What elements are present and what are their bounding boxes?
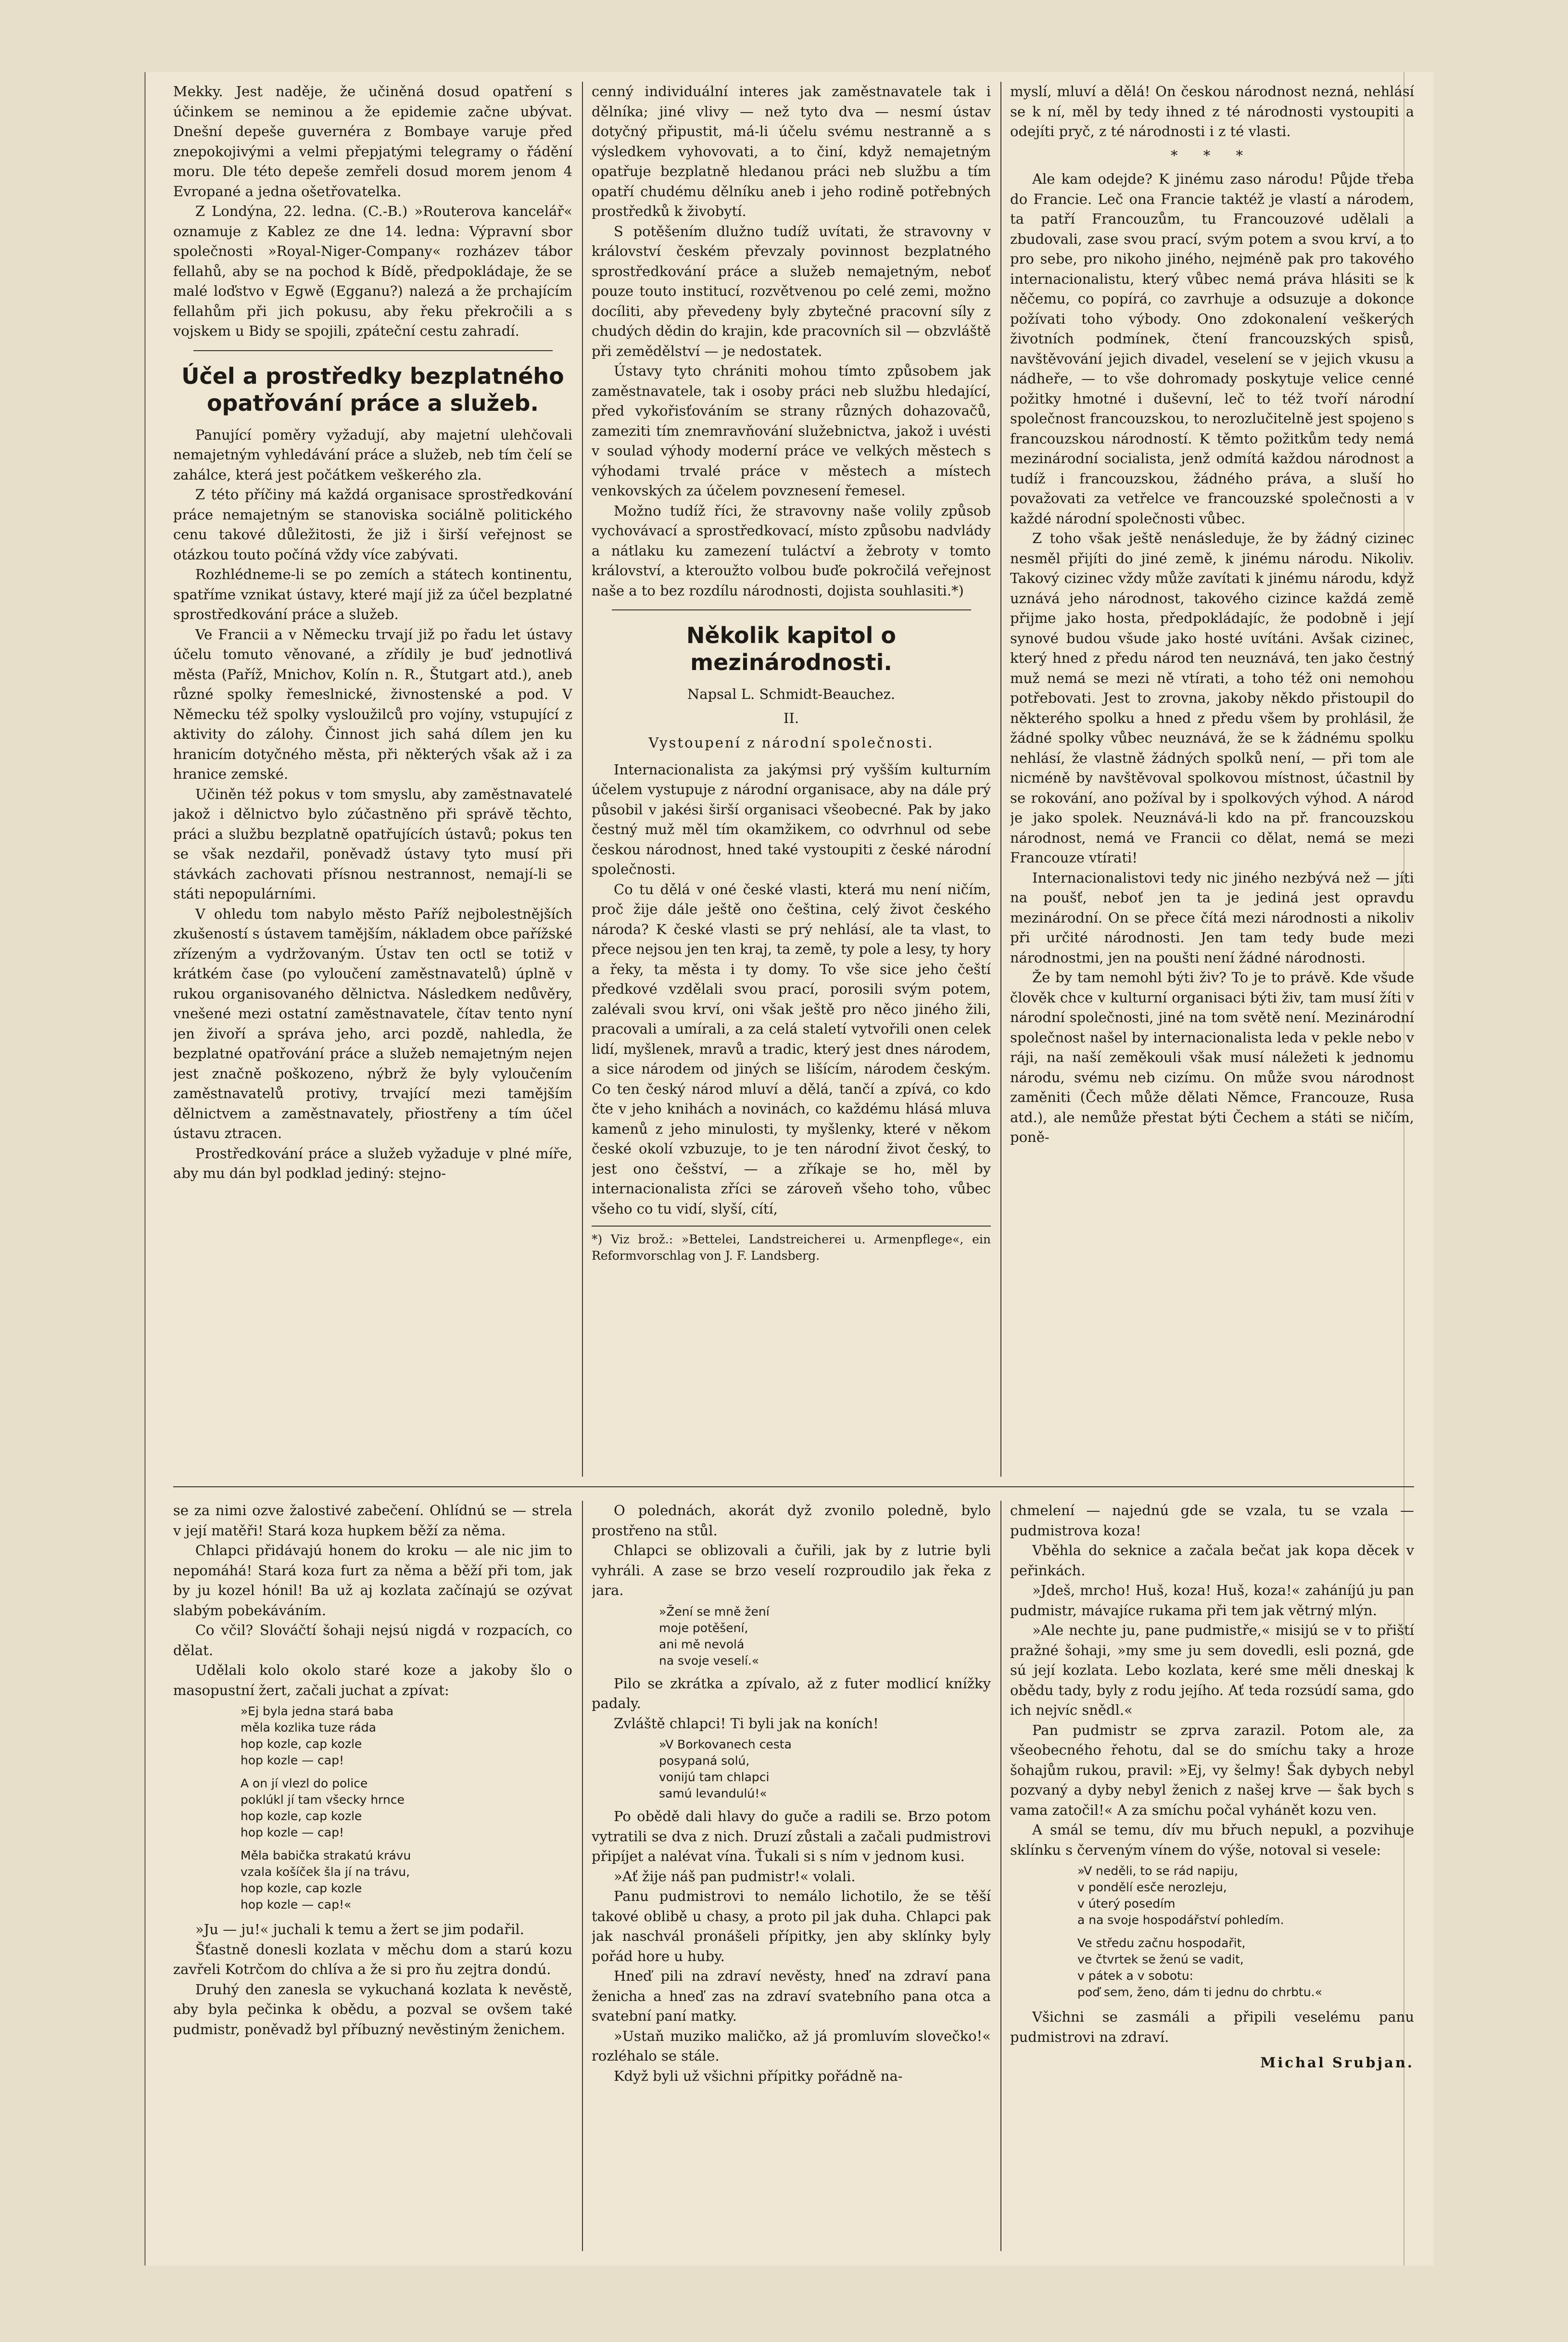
story-paragraph: »Ustaň muziko maličko, až já promluvím slovečko!« rozléhalo se stále. bbox=[592, 2027, 991, 2064]
story-paragraph: Co včil? Slováčtí šohaji nejsú nigdá v rozpacích, co dělat. bbox=[173, 1622, 572, 1658]
verse-line: hop kozle — cap!« bbox=[240, 1898, 352, 1912]
upper-column-1 bbox=[173, 82, 572, 1477]
column-rule-2 bbox=[1000, 82, 1001, 1477]
article-paragraph: Internacionalistovi tedy nic jiného nezbývá než — jíti na poušť, neboť jen ta je jediná jest opravdu mezinárodní. On se přece čítá mezi národnosti a nikoliv při určité národnosti. Jen tam tedy bude mezi národnostmi, jen na poušti není žádné národnosti. bbox=[1010, 869, 1414, 966]
story-paragraph: O polednách, akorát dyž zvonilo poledně, bylo prostřeno na stůl. bbox=[592, 1502, 991, 1539]
story-paragraph: Pan pudmistr se zprva zarazil. Potom ale, za všeobecného řehotu, dal se do smíchu taky a hroze šohajům rukou, pravil: »Ej, vy šelmy! Šak dybych nebyl pozvaný a dyby nebyl ženich z našej krve — šak bych s vama zatočil!« A za smíchu počal vyhánět kozu ven. bbox=[1010, 1722, 1414, 1818]
page-edge-rule bbox=[144, 72, 146, 2266]
column-rule-3 bbox=[582, 1501, 583, 2251]
article-paragraph: Internacionalista za jakýmsi prý vyšším kulturním účelem vystupuje z národní organisace, aby na dále prý působil v jakési širší organisaci všeobecné. Pak by jako čestný muž měl tím okamžikem, co odvrhnul od sebe českou národnost, hned také vystoupiti z české národní společnosti. bbox=[592, 761, 991, 877]
story-paragraph: chmelení — najednú gde se vzala, tu se vzala — pudmistrova koza! bbox=[1010, 1502, 1414, 1539]
article-paragraph: Rozhlédneme-li se po zemích a státech kontinentu, spatříme vznikat ústavy, které mají již za účel bezplatné sprostředkování práce a služeb. bbox=[173, 566, 572, 622]
article-paragraph: Panující poměry vyžadují, aby majetní ulehčovali nemajetným vyhledávání práce a služeb, neb tím čelí se zahálce, která jest počátkem veškerého zla. bbox=[173, 426, 572, 483]
story-paragraph: Po obědě dali hlavy do guče a radili se. Brzo potom vytratili se dva z nich. Druzí zůstali a začali pudmistrovi připíjet a nalévat vína. Ťukali si s ním v jednom kusi. bbox=[592, 1808, 991, 1864]
article-paragraph: Co tu dělá v oné české vlasti, která mu není ničím, proč žije dále ještě ono čeština, celý život českého národa? K české vlasti se prý nehlásí, ale ta vlast, to přece nejsou jen ten kraj, ta země, ty pole a lesy, ty hory a řeky, ta města i ty domy. To vše sice jeho čeští předkové vzdělali svou prací, porosili svým potem, zalévali svou krví, oni však ještě pro něco jiného žili, pracovali a umírali, a za celá staletí vytvořili onen celek lidí, myšlenek, mravů a tradic, který jest dnes národem, a sice národem od jiných se lišícím, národem českým. Co ten český národ mluví a dělá, tančí a zpívá, co kdo čte v jeho knihách a novinách, co každému hlásá mluva kamenů z jeho minulosti, ty myšlenky, které v někom české okolí vzbuzuje, to je ten národní život český, to jest ono češství, — a zříkaje se ho, měl by internacionalista zříci se zároveň všeho toho, vůbec všeho co tu vidí, slyší, cítí, bbox=[592, 881, 991, 1217]
verse-stanza bbox=[1077, 1935, 1414, 2000]
lower-column-2 bbox=[592, 1501, 991, 2251]
song-verse-borkovany bbox=[659, 1736, 991, 1802]
verse-line: měla kozlika tuze ráda bbox=[240, 1721, 377, 1734]
article-paragraph: cenný individuální interes jak zaměstnavatele tak i dělníka; jiné vlivy — než tyto dva — nesmí ústav dotyčný připustit, má-li účelu svému nestranně a s výsledkem vyhovovati, a to činí, když nemajetným opatřuje bezplatně hledanou práci neb službu a tím opatří chudému dělníku aneb i jeho rodině potřebných prostředků k živobytí. bbox=[592, 83, 991, 219]
verse-line: v pondělí esče nerozleju, bbox=[1077, 1880, 1227, 1894]
verse-line: posypaná solú, bbox=[659, 1754, 750, 1768]
article-heading-ucel: Účel a prostředky bezplatného opatřování práce a služeb. bbox=[181, 363, 564, 416]
story-paragraph: A smál se temu, dív mu břuch nepukl, a pozvihuje sklínku s červeným vínem do výše, notoval si vesele: bbox=[1010, 1822, 1414, 1858]
verse-stanza bbox=[240, 1848, 572, 1913]
section-divider bbox=[173, 1486, 1414, 1487]
verse-line: a na svoje hospodářství pohledím. bbox=[1077, 1913, 1284, 1927]
article-divider bbox=[193, 350, 553, 351]
article-paragraph: Prostředkování práce a služeb vyžaduje v plné míře, aby mu dán byl podklad jediný: stejno- bbox=[173, 1145, 572, 1181]
verse-line: hop kozle — cap! bbox=[240, 1753, 344, 1767]
verse-line: samú levandulú!« bbox=[659, 1786, 767, 1800]
story-paragraph: Panu pudmistrovi to nemálo lichotilo, že se těší takové oblibě u chasy, a proto pil jak duha. Chlapci pak jak naschvál pronášeli přípitky, jen aby sklínky byly pořád hore u huby. bbox=[592, 1888, 991, 1964]
verse-line: ani mě nevolá bbox=[659, 1637, 745, 1651]
verse-line: A on jí vlezl do police bbox=[240, 1776, 368, 1790]
story-paragraph: Šťastně donesli kozlata v měchu dom a starú kozu zavřeli Kotrčom do chlíva a že si pro ňu zejtra dondú. bbox=[173, 1941, 572, 1977]
verse-line: v úterý posedím bbox=[1077, 1897, 1176, 1911]
article-paragraph: Že by tam nemohl býti živ? To je to právě. Kde všude člověk chce v kulturní organisaci býti živ, tam musí žíti v národní společnosti, jiné na tom světě není. Mezinárodní společnost našel by internacionalista leda v pekle nebo v ráji, na naší zeměkouli však musí náležeti k jednomu národu, svému neb cizímu. On může svou národnost zaměniti (Čech může dělati Němce, Francouze, Rusa atd.), ale nemůže přestat býti Čechem a státi se ničím, poně- bbox=[1010, 969, 1414, 1145]
verse-stanza bbox=[240, 1775, 572, 1841]
section-stars: * * * bbox=[1171, 147, 1253, 164]
footnote: *) Viz brož.: »Bettelei, Landstreicherei u. Armenpflege«, ein Reformvorschlag von J. F. Landsberg. bbox=[592, 1226, 991, 1264]
story-paragraph: Druhý den zanesla se vykuchaná kozlata k nevěstě, aby byla pečinka k obědu, a pozval se ovšem také pudmistr, poněvadž byl příbuzný nevěstiným ženichem. bbox=[173, 1981, 572, 2038]
verse-line: hop kozle — cap! bbox=[240, 1825, 344, 1839]
article-paragraph: Z toho však ještě nenásleduje, že by žádný cizinec nesměl přijíti do jiné země, k jinému národu. Nikoliv. Takový cizinec vždy může zavítati k jinému národu, když uznává jeho národnost, takového cizince každá země přijme jako hosta, předpokládajíc, že podobně i její synové budou všude jako hosté uvítáni. Avšak cizinec, který hned z předu národ ten neuznává, ten jako čestný muž nemá se mezi ně vtírati, a toho též oni nemohou potřebovati. Jest to zrovna, jakoby někdo přistoupil do některého spolku a hned z předu všem by prohlásil, že žádné spolky vůbec neuznává, že se k žádnému spolku nehlásí, že vlastně žádných spolků není, — při tom ale nicméně by navštěvoval spolkovou místnost, účastnil by se rokování, ano požíval by i spolkových výhod. A národ je jako spolek. Neuznává-li kdo na př. francouzskou národnost, nemá ve Francii co dělat, nemá se mezi Francouze vtírati! bbox=[1010, 530, 1414, 866]
verse-line: vonijú tam chlapci bbox=[659, 1770, 770, 1784]
story-paragraph: »Ať žije náš pan pudmistr!« volali. bbox=[614, 1868, 856, 1885]
story-paragraph: Když byli už všichni přípitky pořádně na- bbox=[614, 2067, 903, 2084]
lower-column-1 bbox=[173, 1501, 572, 2251]
story-paragraph: Pilo se zkrátka a zpívalo, až z futer modlicí knížky padaly. bbox=[592, 1675, 991, 1711]
author-signature: Michal Srubjan. bbox=[1260, 2054, 1414, 2071]
article-paragraph: S potěšením dlužno tudíž uvítati, že stravovny v království českém převzaly povinnost bezplatného sprostředkování práce a služeb nemajetným, neboť pouze touto institucí, rozvětvenou po celé zemi, možno docíliti, aby převedeny byly zbytečné pracovní síly z chudých dědin do krajin, kde pracovních sil — obzvláště při zemědělství — je nedostatek. bbox=[592, 223, 991, 359]
song-verse-zeni bbox=[659, 1604, 991, 1669]
verse-line: hop kozle, cap kozle bbox=[240, 1737, 362, 1751]
article-heading-mezinarodnost: Několik kapitol o mezinárodnosti. bbox=[686, 622, 897, 675]
story-paragraph: »Ale nechte ju, pane pudmistře,« misijú se v to přiští pražné šohaji, »my sme ju sem dovedli, esli pozná, gde sú její kozlata. Lebo kozlata, keré sme měli dneskaj k obědu tady, byly z rodu jejího. Ať teda rozsúdí sama, gdo ich nejvíc snědl.« bbox=[1010, 1622, 1414, 1718]
verse-line: hop kozle, cap kozle bbox=[240, 1809, 362, 1823]
song-verse-kozel bbox=[240, 1703, 572, 1913]
article-paragraph: myslí, mluví a dělá! On českou národnost nezná, nehlásí se k ní, měl by tedy ihned z té národnosti vystoupiti a odejíti pryč, z té národnosti i z té vlasti. bbox=[1010, 83, 1414, 139]
verse-line: vzala košíček šla jí na trávu, bbox=[240, 1865, 410, 1879]
news-mekka: Mekky. Jest naděje, že učiněná dosud opatření s účinkem se neminou a že epidemie začne ubývat. Dnešní depeše guvernéra z Bombaye varuje před znepokojivými a velmi přepjatými telegramy o řádění moru. Dle této depeše zemřeli dosud morem jenom 4 Evropané a jedna ošetřovatelka. bbox=[173, 83, 572, 200]
article-paragraph: V ohledu tom nabylo město Paříž nejbolestnějších zkušeností s ústavem tamějším, nákladem obce pařížské zřízeným a vydržovaným. Ústav ten octl se totiž v krátkém čase (po vyloučení zaměstnavatelů) úplně v rukou organisovaného dělnictva. Následkem nedůvěry, vnešené mezi ostatní zaměstnavatele, čítav tento nyní jen živoří a správa jeho, arci pozdě, nahledla, že bezplatné opatřování práce a služeb nemajetným nejen jest značně poškozeno, nýbrž že byly vyloučením zaměstnavatelů protivy, trvající mezi tamějším dělnictvem a zaměstnavately, přiostřeny a tím účel ústavu ztracen. bbox=[173, 905, 572, 1141]
verse-line: moje potěšení, bbox=[659, 1620, 748, 1635]
verse-line: hop kozle, cap kozle bbox=[240, 1881, 362, 1895]
story-paragraph: Vběhla do seknice a začala bečat jak kopa děcek v peřinkách. bbox=[1010, 1542, 1414, 1579]
story-paragraph: Chlapci se oblizovali a čuřili, jak by z lutrie byli vyhráli. A zase se brzo veselí rozproudilo jak řeka z jara. bbox=[592, 1542, 991, 1598]
article-paragraph: Ve Francii a v Německu trvají již po řadu let ústavy účelu tomuto věnované, a zřídily je buď jednotlivá města (Paříž, Mnichov, Kolín n. R., Štutgart atd.), aneb různé spolky řemeslnické, živnostenské a pod. V Německu též spolky vysloužilců pro vojíny, vstupující z aktivity do zálohy. Činnost jich sahá dílem jen ku hranicím dotyčného města, při některých však až i za hranice zemské. bbox=[173, 626, 572, 782]
story-paragraph: se za nimi ozve žalostivé zabečení. Ohlídnú se — strela v její matěři! Stará koza hupkem běží za něma. bbox=[173, 1502, 572, 1539]
upper-column-3 bbox=[1010, 82, 1414, 1477]
verse-stanza bbox=[240, 1703, 572, 1769]
verse-line: »V neděli, to se rád napiju, bbox=[1077, 1864, 1238, 1878]
newspaper-page bbox=[144, 72, 1433, 2266]
story-paragraph: »Ju — ju!« juchali k temu a žert se jim podařil. bbox=[195, 1921, 524, 1937]
song-verse-nedele bbox=[1077, 1863, 1414, 2000]
story-paragraph: »Jdeš, mrcho! Huš, koza! Huš, koza!« zaháníjú ju pan pudmistr, mávajíce rukama při tem jak větrný mlýn. bbox=[1010, 1582, 1414, 1619]
column-rule-1 bbox=[582, 82, 583, 1477]
article-subheading: Vystoupení z národní společnosti. bbox=[648, 734, 934, 751]
article-paragraph: Ústavy tyto chrániti mohou tímto způsobem jak zaměstnavatele, tak i osoby práci neb službu hledající, před vykořisťováním se strany různých dohazovačů, zameziti tím znemravňování služebnictva, jakož i uvésti v soulad výhody moderní práce ve velkých městech s výhodami trvalé práce v městech a místech venkovských za účelem povznesení řemesel. bbox=[592, 363, 991, 499]
verse-line: poklúkl jí tam všecky hrnce bbox=[240, 1793, 405, 1807]
article-paragraph: Učiněn též pokus v tom smyslu, aby zaměstnavatelé jakož i dělnictvo bylo zúčastněno při správě těchto, práci a službu bezplatně opatřujících ústavů; pokus ten se však nezdařil, poněvadž ústavy tyto musí při stávkách zachovati přísnou nestrannost, nemají-li se státi nepopulárními. bbox=[173, 785, 572, 902]
story-paragraph: Všichni se zasmáli a připili veselému panu pudmistrovi na zdraví. bbox=[1010, 2009, 1414, 2045]
article-paragraph: Ale kam odejde? K jinému zaso národu! Půjde třeba do Francie. Leč ona Francie taktéž je vlastí a národem, ta patří Francouzům, tu Francouzové udělali a zbudovali, zase svou prací, svým potem a svou krví, a to pro sebe, pro nikoho jiného, nejméně pak pro takového internacionalistu, který vůbec nemá práva hlásiti se k něčemu, co popírá, co zavrhuje a odsuzuje a dokonce požívati toho výbody. Ono zdokonalení veškerých životních podmínek, čtení francouzských spisů, navštěvování jejich divadel, veselení se v jejich vkusu a nádheře, — to vše dohromady poskytuje velice cenné požitky hmotné i duševní, leč to též tvoří národní společnost francouzskou, to nerozlučitelně jest spojeno s francouzskou národností. K těmto požitkům tedy nemá mezinárodní socialista, jenž odmítá každou národnost a tudíž i francouzskou, žádného práva, a sluší ho považovati za vetřelce ve francouzské společnosti a v každé národní společnosti vůbec. bbox=[1010, 171, 1414, 527]
verse-line: Měla babička strakatú krávu bbox=[240, 1848, 411, 1862]
article-paragraph: Z této příčiny má každá organisace sprostředkování práce nemajetným se stanoviska sociálně politického cenu takové důležitosti, že již i širší veřejnost se otázkou touto počíná vždy více zabývati. bbox=[173, 486, 572, 563]
verse-line: »Ej byla jedna stará baba bbox=[240, 1704, 394, 1718]
verse-line: na svoje veselí.« bbox=[659, 1653, 759, 1668]
news-london: Z Londýna, 22. ledna. (C.-B.) »Routerova kancelář« oznamuje z Kablez ze dne 14. ledna: Výpravní sbor společnosti »Royal-Niger-Company« rozházev tábor fellahů, aby se na pochod k Bídě, předpokládaje, že se malé loďstvo v Egwě (Egganu?) nalezá a že prchajícím fellahům při jich pokusu, aby řeku překročili a s vojskem u Bidy se spojili, zpáteční cestu zahradí. bbox=[173, 203, 572, 339]
verse-line: ve čtvrtek se ženú se vadit, bbox=[1077, 1952, 1244, 1966]
verse-line: poď sem, ženo, dám ti jednu do chrbtu.« bbox=[1077, 1985, 1322, 1999]
story-paragraph: Zvláště chlapci! Ti byli jak na koních! bbox=[614, 1715, 879, 1732]
story-paragraph: Hneď pili na zdraví nevěsty, hneď na zdraví pana ženicha a hneď zas na zdraví svatebního pana otca a svatební paní matky. bbox=[592, 1968, 991, 2024]
verse-line: »V Borkovanech cesta bbox=[659, 1737, 792, 1751]
story-paragraph: Udělali kolo okolo staré koze a jakoby šlo o masopustní žert, začali juchat a zpívat: bbox=[173, 1662, 572, 1698]
chapter-number: II. bbox=[783, 709, 799, 726]
upper-column-2 bbox=[592, 82, 991, 1477]
verse-line: Ve středu začnu hospodařit, bbox=[1077, 1936, 1246, 1950]
verse-line: v pátek a v sobotu: bbox=[1077, 1969, 1194, 1983]
article-divider bbox=[612, 609, 971, 610]
lower-column-3 bbox=[1010, 1501, 1414, 2251]
column-rule-4 bbox=[1000, 1501, 1001, 2251]
verse-line: »Žení se mně žení bbox=[659, 1604, 770, 1619]
article-byline: Napsal L. Schmidt-Beauchez. bbox=[687, 686, 896, 702]
verse-stanza bbox=[1077, 1863, 1414, 1928]
article-paragraph: Možno tudíž říci, že stravovny naše volily způsob vychovávací a sprostředkovací, místo způsobu nadvlády a nátlaku ku zamezení tuláctví a žebroty v tomto království, a kteroužto volbou buďe pokročilá veřejnost naše a to bez rozdílu národnosti, dojista souhlasiti.*) bbox=[592, 502, 991, 599]
story-paragraph: Chlapci přidávajú honem do kroku — ale nic jim to nepomáhá! Stará koza furt za něma a běží při tom, jak by ju kozel hónil! Ba už aj kozlata začínajú se ozývat slabým pobekáváním. bbox=[173, 1542, 572, 1619]
